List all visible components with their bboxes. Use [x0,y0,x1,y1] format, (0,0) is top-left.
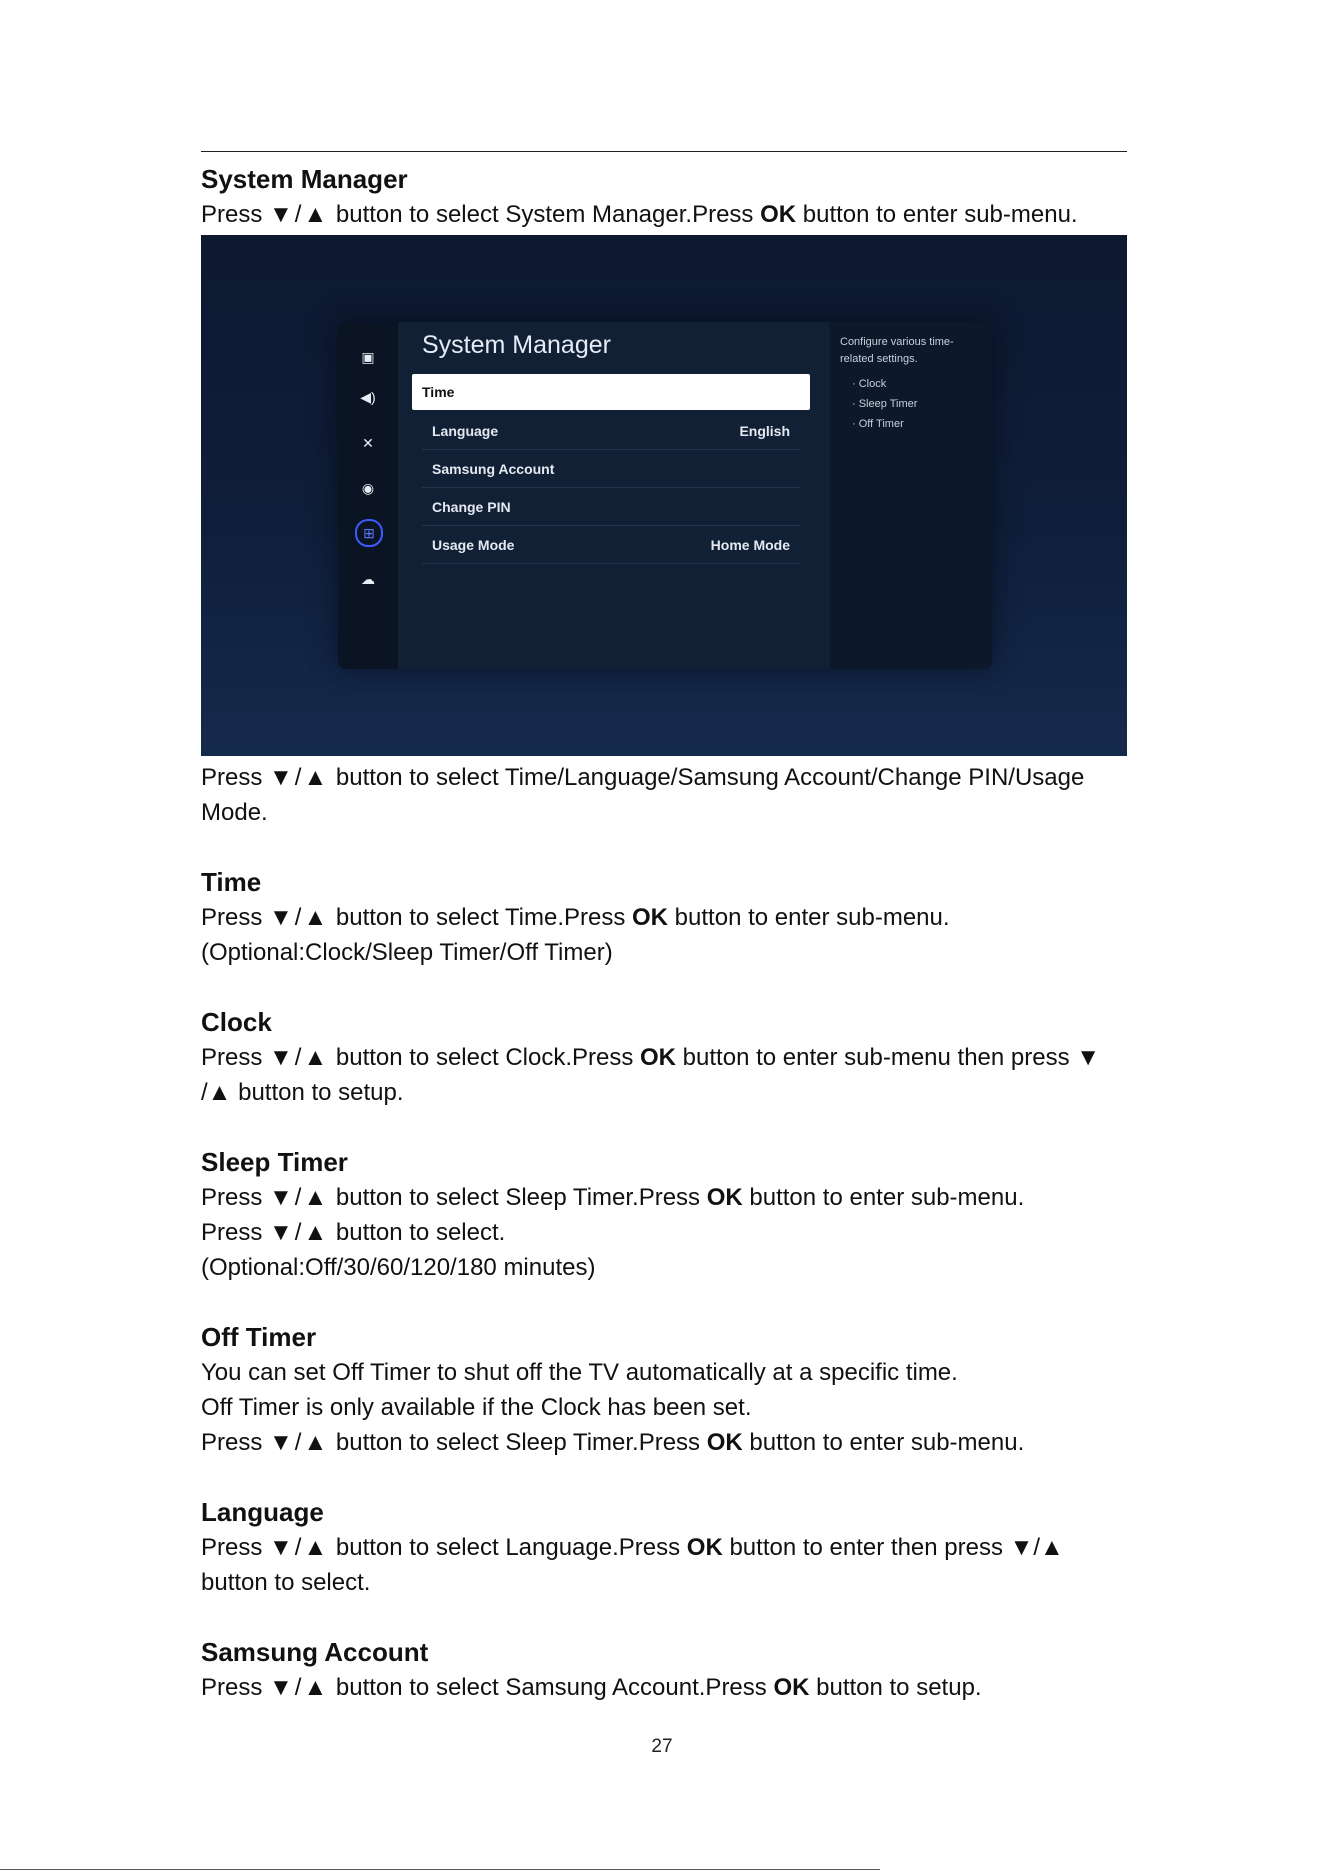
section-heading-sleep-timer: Sleep Timer [201,1147,348,1177]
after-image-paragraph [201,760,1131,795]
text: button to enter sub-menu then press ▼ [676,1044,1101,1071]
arrow-keys-text: ▼/▲ [269,1429,330,1456]
text: Press [201,1184,270,1211]
page-content [201,162,1131,1705]
ok-key-text: OK [632,904,669,931]
section-heading-language: Language [201,1497,324,1527]
arrow-keys-text: ▼/▲ [269,904,330,931]
support-icon: ☁ [361,571,375,587]
text: button to select Clock.Press [329,1044,641,1071]
ok-key-text: OK [706,1429,743,1456]
text: Press [201,764,270,791]
menu-item-usage-mode[interactable] [422,526,800,564]
time-paragraph [201,900,1131,935]
arrow-keys-text: ▼/▲ [269,1219,330,1246]
text: Press [201,1219,270,1246]
text: button to select System Manager.Press [329,201,761,228]
system-manager-menu [398,322,830,669]
text: button to select Samsung Account.Press [329,1674,774,1701]
help-pane [830,322,992,669]
menu-item-change-pin[interactable] [422,488,800,526]
off-timer-line1: You can set Off Timer to shut off the TV automatically at a specific time. [201,1359,958,1386]
menu-item-value: Home Mode [710,537,790,553]
text: Press [201,1429,270,1456]
broadcasting-icon: ✕ [362,435,374,451]
language-line2: button to select. [201,1569,371,1596]
text: Press [201,1674,270,1701]
sleep-timer-optional: (Optional:Off/30/60/120/180 minutes) [201,1254,596,1281]
help-item-off-timer: · Off Timer [852,418,904,430]
text: button to enter sub-menu. [742,1184,1025,1211]
samsung-account-paragraph [201,1670,1131,1705]
text: button to enter sub-menu. [742,1429,1025,1456]
arrow-keys-text: ▼/▲ [269,1184,330,1211]
clock-paragraph [201,1040,1131,1075]
section-heading-time: Time [201,867,262,897]
text: button to enter sub-menu. [796,201,1078,228]
ok-key-text: OK [760,201,797,228]
section-heading-system-manager: System Manager [201,164,408,194]
network-icon: ◉ [361,480,375,496]
clock-line2: /▲ button to setup. [201,1079,404,1106]
text: button to enter sub-menu. [668,904,950,931]
page-number: 27 [651,1736,673,1757]
menu-item-value: English [739,423,790,439]
text: Press [201,904,270,931]
menu-item-time[interactable]: Time [412,374,810,410]
ok-key-text: OK [706,1184,743,1211]
arrow-keys-text: ▼/▲ [269,1534,330,1561]
bottom-rule [0,1869,880,1870]
text: button to select Language.Press [329,1534,687,1561]
text: button to setup. [809,1674,982,1701]
text: button to select. [329,1219,506,1246]
section-heading-samsung-account: Samsung Account [201,1637,429,1667]
ok-key-text: OK [686,1534,723,1561]
help-item-clock: · Clock [852,378,887,390]
menu-item-label: Samsung Account [432,461,555,477]
text: button to select Time.Press [329,904,633,931]
sleep-timer-paragraph [201,1180,1131,1215]
system-manager-icon: ⊞ [355,519,383,547]
menu-title: System Manager [422,331,611,359]
settings-panel [338,322,992,669]
help-item-sleep-timer: · Sleep Timer [852,398,918,410]
text: Press [201,1044,270,1071]
menu-item-label: Usage Mode [432,537,515,553]
off-timer-line2: Off Timer is only available if the Clock has been set. [201,1394,752,1421]
menu-item-language[interactable] [422,412,800,450]
text: button to select Sleep Timer.Press [329,1429,707,1456]
picture-icon: ▣ [361,349,375,365]
language-paragraph [201,1530,1131,1565]
ok-key-text: OK [773,1674,810,1701]
menu-item-samsung-account[interactable] [422,450,800,488]
text: button to enter then press ▼/▲ [722,1534,1064,1561]
text: button to select Sleep Timer.Press [329,1184,707,1211]
arrow-keys-text: ▼/▲ [269,1674,330,1701]
after-image-line2: Mode. [201,799,268,826]
ok-key-text: OK [640,1044,677,1071]
text: button to select Time/Language/Samsung Account/Change PIN/Usage [329,764,1085,791]
top-rule [201,151,1127,152]
tv-screenshot [201,235,1127,756]
section-heading-clock: Clock [201,1007,272,1037]
off-timer-paragraph [201,1425,1131,1460]
intro-paragraph [201,197,1131,232]
menu-item-label: Language [432,423,499,439]
sound-icon: ◀) [360,389,376,405]
arrow-keys-text: ▼/▲ [269,1044,330,1071]
help-list [852,374,917,434]
text: Press [201,1534,270,1561]
settings-rail [338,322,398,669]
menu-item-label: Change PIN [432,499,511,515]
time-optional: (Optional:Clock/Sleep Timer/Off Timer) [201,939,613,966]
arrow-keys-text: ▼/▲ [269,201,330,228]
text: Press [201,201,270,228]
section-heading-off-timer: Off Timer [201,1322,317,1352]
help-text: Configure various time-related settings. [840,336,954,365]
sleep-timer-line2 [201,1215,1131,1250]
arrow-keys-text: ▼/▲ [269,764,330,791]
